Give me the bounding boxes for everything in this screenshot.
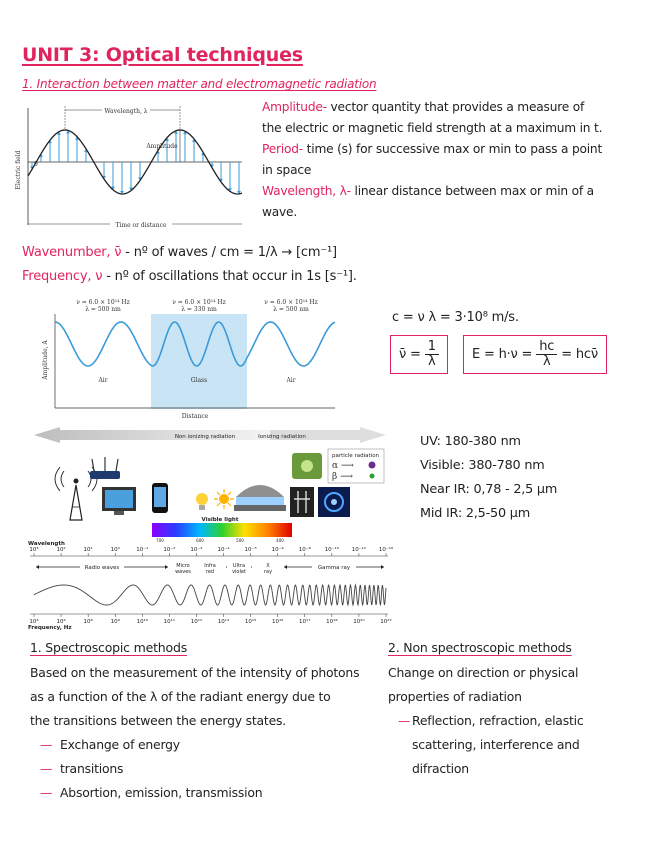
- particle-title: particle radiation: [332, 453, 380, 459]
- denominator: λ: [542, 354, 551, 369]
- ionizing-label: Ionizing radiation: [258, 434, 306, 440]
- wavelength-tick-label: 10⁰: [110, 547, 120, 553]
- wavelength-tick-label: 10⁻¹²: [351, 547, 367, 553]
- frequency-tick-label: 10¹⁶: [271, 619, 284, 625]
- glass-region: [151, 314, 247, 409]
- region-glass: Glass: [190, 377, 208, 384]
- tanning-bed-icon: [234, 485, 286, 511]
- y-axis-label: Amplitude, A: [42, 340, 49, 380]
- text-line: properties of radiation: [388, 689, 522, 704]
- page-title: UNIT 3: Optical techniques: [22, 44, 303, 66]
- visible-light-label: Visible light: [201, 517, 239, 523]
- frequency-tick-label: 10¹⁸: [326, 619, 338, 625]
- wavelength-label: Wavelength, λ: [104, 108, 148, 115]
- wavelength-tick-label: 10⁻¹⁰: [324, 547, 340, 553]
- wavelength-tick-label: 10⁻²: [163, 547, 176, 553]
- equation-lhs: ν̄ =: [399, 347, 421, 362]
- band-label: red: [205, 569, 215, 575]
- wavelength-tick-label: 10⁻¹: [136, 547, 149, 553]
- term: Amplitude-: [262, 100, 327, 114]
- range-near-ir: Near IR: 0,78 - 2,5 µm: [420, 482, 558, 497]
- text-line: Based on the measurement of the intensity of photons: [30, 665, 360, 680]
- fraction: [536, 340, 557, 369]
- band-label: waves: [175, 569, 191, 575]
- alpha-label: α ⟶: [332, 461, 354, 471]
- band-label: ray: [263, 569, 273, 575]
- particle-box: [328, 449, 384, 483]
- band-arrow-right: [165, 565, 168, 569]
- range-visible: Visible: 380-780 nm: [420, 458, 545, 473]
- wavelength-tick-label: 10³: [29, 547, 39, 553]
- list-item: — transitions: [30, 757, 370, 781]
- frequency-tick-label: 10⁶: [56, 619, 66, 625]
- refraction-diagram: [35, 298, 345, 420]
- region-air-left: Air: [98, 377, 108, 384]
- wavelength-tick-label: 10⁻⁸: [298, 547, 311, 553]
- nonionizing-label: Non ionizing radiation: [174, 434, 236, 440]
- phone-icon: [152, 483, 168, 513]
- zero-label: 0: [34, 161, 38, 168]
- section-title: 2. Non spectroscopic methods: [388, 640, 572, 655]
- devices-icon: [292, 453, 322, 479]
- definition-text: linear distance between max or min of a wave.: [262, 184, 594, 219]
- definition-text: - nº of waves / cm = 1/λ → [cm⁻¹]: [121, 245, 337, 260]
- band-label: Gamma ray: [317, 565, 351, 571]
- band-arrow-right: [381, 565, 384, 569]
- wavelength-tick-label: 10⁻⁶: [271, 547, 284, 553]
- frequency-tick-label: 10¹²: [190, 619, 203, 625]
- label-lambda-air1: λ = 500 nm: [85, 306, 121, 313]
- visible-spectrum-bar: [152, 523, 292, 537]
- beta-label: β ⟶: [332, 472, 353, 482]
- numerator: 1: [425, 340, 439, 355]
- y-axis-label: Electric field: [15, 150, 22, 190]
- lightbulb-icon: [196, 493, 208, 510]
- frequency-tick-label: 10¹⁰: [136, 619, 149, 625]
- band-label: violet: [232, 569, 246, 575]
- band-label: Ultra: [232, 563, 246, 569]
- frequency-ticks: [29, 614, 391, 625]
- definition-text: vector quantity that provides a measure of the electric or magnetic field strength at a maximum in t.: [262, 100, 603, 135]
- numerator: hc: [536, 340, 557, 355]
- equation-rhs: = hcν̄: [561, 347, 598, 362]
- term: Wavelength, λ-: [262, 184, 351, 198]
- band-arrow-left: [36, 565, 39, 569]
- definition-period: [262, 139, 607, 181]
- wavelength-tick-label: 10⁻¹⁶: [378, 547, 394, 553]
- definition-text: time (s) for successive max or min to pass a point in space: [262, 142, 603, 177]
- nonspectroscopic-section: [388, 640, 618, 781]
- list-item: — Exchange of energy: [30, 733, 370, 757]
- list-item: — Absortion, emission, transmission: [30, 781, 370, 805]
- term: Frequency, ν: [22, 269, 103, 284]
- section-text: [30, 661, 370, 733]
- energy-equation: [463, 335, 607, 374]
- em-spectrum: [20, 425, 400, 633]
- term: Wavenumber, ν̄: [22, 245, 122, 260]
- definition-wavelength: [262, 181, 607, 223]
- label-nu-air2: ν = 6.0 × 10¹⁴ Hz: [264, 299, 318, 306]
- speed-equation: c = ν λ = 3·10⁸ m/s.: [392, 310, 519, 325]
- x-axis-label: Time or distance: [115, 222, 167, 229]
- visible-tick-label: 500: [236, 538, 244, 543]
- frequency-tick-label: 10¹⁷: [299, 619, 311, 625]
- label-lambda-air2: λ = 500 nm: [273, 306, 309, 313]
- visible-tick-label: 700: [156, 538, 164, 543]
- denominator: λ: [427, 354, 436, 369]
- frequency-tick-label: 10⁹: [110, 619, 120, 625]
- wavelength-axis-label: Wavelength: [28, 541, 65, 547]
- label-nu-air1: ν = 6.0 × 10¹⁴ Hz: [76, 299, 130, 306]
- label-lambda-glass: λ = 330 nm: [181, 306, 217, 313]
- visible-tick-label: 600: [196, 538, 204, 543]
- spectrum-bands: [36, 561, 384, 575]
- wavelength-tick-label: 10⁻⁴: [217, 547, 230, 553]
- router-icon: [90, 457, 120, 479]
- wavenumber-equation: [390, 335, 448, 374]
- frequency-axis-label: Frequency, Hz: [28, 625, 72, 631]
- band-label: Micro: [176, 563, 190, 569]
- visible-tick-label: 400: [276, 538, 284, 543]
- wavenumber-line: [22, 245, 337, 260]
- alpha-particle-icon: [369, 462, 376, 469]
- fraction: [425, 340, 439, 369]
- band-label: Infra: [204, 563, 216, 569]
- section-title: 1. Spectroscopic methods: [30, 640, 188, 655]
- text-line: Change on direction or physical: [388, 665, 579, 680]
- term: Period-: [262, 142, 303, 156]
- spectroscopic-section: [30, 640, 370, 805]
- band-label: Radio waves: [84, 565, 120, 571]
- range-mid-ir: Mid IR: 2,5-50 µm: [420, 506, 530, 521]
- bullet-list: [30, 733, 370, 805]
- band-label: X: [266, 563, 270, 569]
- section-subtitle: 1. Interaction between matter and electromagnetic radiation: [22, 77, 377, 91]
- frequency-tick-label: 10⁸: [83, 619, 93, 625]
- frequency-wave: [34, 585, 386, 605]
- label-nu-glass: ν = 6.0 × 10¹⁴ Hz: [172, 299, 226, 306]
- frequency-tick-label: 10¹⁴: [217, 619, 230, 625]
- amplitude-label: Amplitude: [146, 143, 178, 150]
- definition-text: - nº of oscillations that occur in 1s [s⁻¹].: [102, 269, 357, 284]
- frequency-tick-label: 10⁴: [29, 619, 39, 625]
- list-item: — Reflection, refraction, elastic scattering, interference and difraction: [388, 709, 618, 781]
- definition-amplitude: [262, 97, 607, 139]
- wavelength-tick-label: 10¹: [83, 547, 93, 553]
- wavelength-tick-label: 10²: [56, 547, 66, 553]
- equation-lhs: E = h·ν =: [472, 347, 533, 362]
- definitions: [262, 97, 607, 223]
- band-arrow-left: [284, 565, 287, 569]
- wavelength-ticks: [29, 546, 394, 556]
- text-line: as a function of the λ of the radiant energy due to: [30, 689, 331, 704]
- gamma-burst-icon: [318, 487, 350, 517]
- x-axis-label: Distance: [181, 413, 209, 420]
- bullet-list: [388, 709, 618, 781]
- frequency-tick-label: 10¹¹: [163, 619, 176, 625]
- sun-icon: [214, 489, 234, 509]
- frequency-tick-label: 10²²: [380, 619, 392, 625]
- wavelength-tick-label: 10⁻⁵: [244, 547, 257, 553]
- wavelength-tick-label: 10⁻³: [190, 547, 203, 553]
- beta-particle-icon: [370, 474, 375, 479]
- region-air-right: Air: [286, 377, 296, 384]
- visible-ticks: [156, 538, 284, 543]
- frequency-line: [22, 269, 357, 284]
- frequency-tick-label: 10¹⁵: [244, 619, 257, 625]
- range-uv: UV: 180-380 nm: [420, 434, 521, 449]
- tv-icon: [102, 487, 136, 515]
- radiation-ranges: [420, 430, 557, 526]
- frequency-tick-label: 10²⁰: [353, 619, 365, 625]
- text-line: the transitions between the energy states.: [30, 713, 286, 728]
- section-text: [388, 661, 618, 709]
- xray-icon: [290, 487, 314, 517]
- wave-diagram: [10, 100, 260, 230]
